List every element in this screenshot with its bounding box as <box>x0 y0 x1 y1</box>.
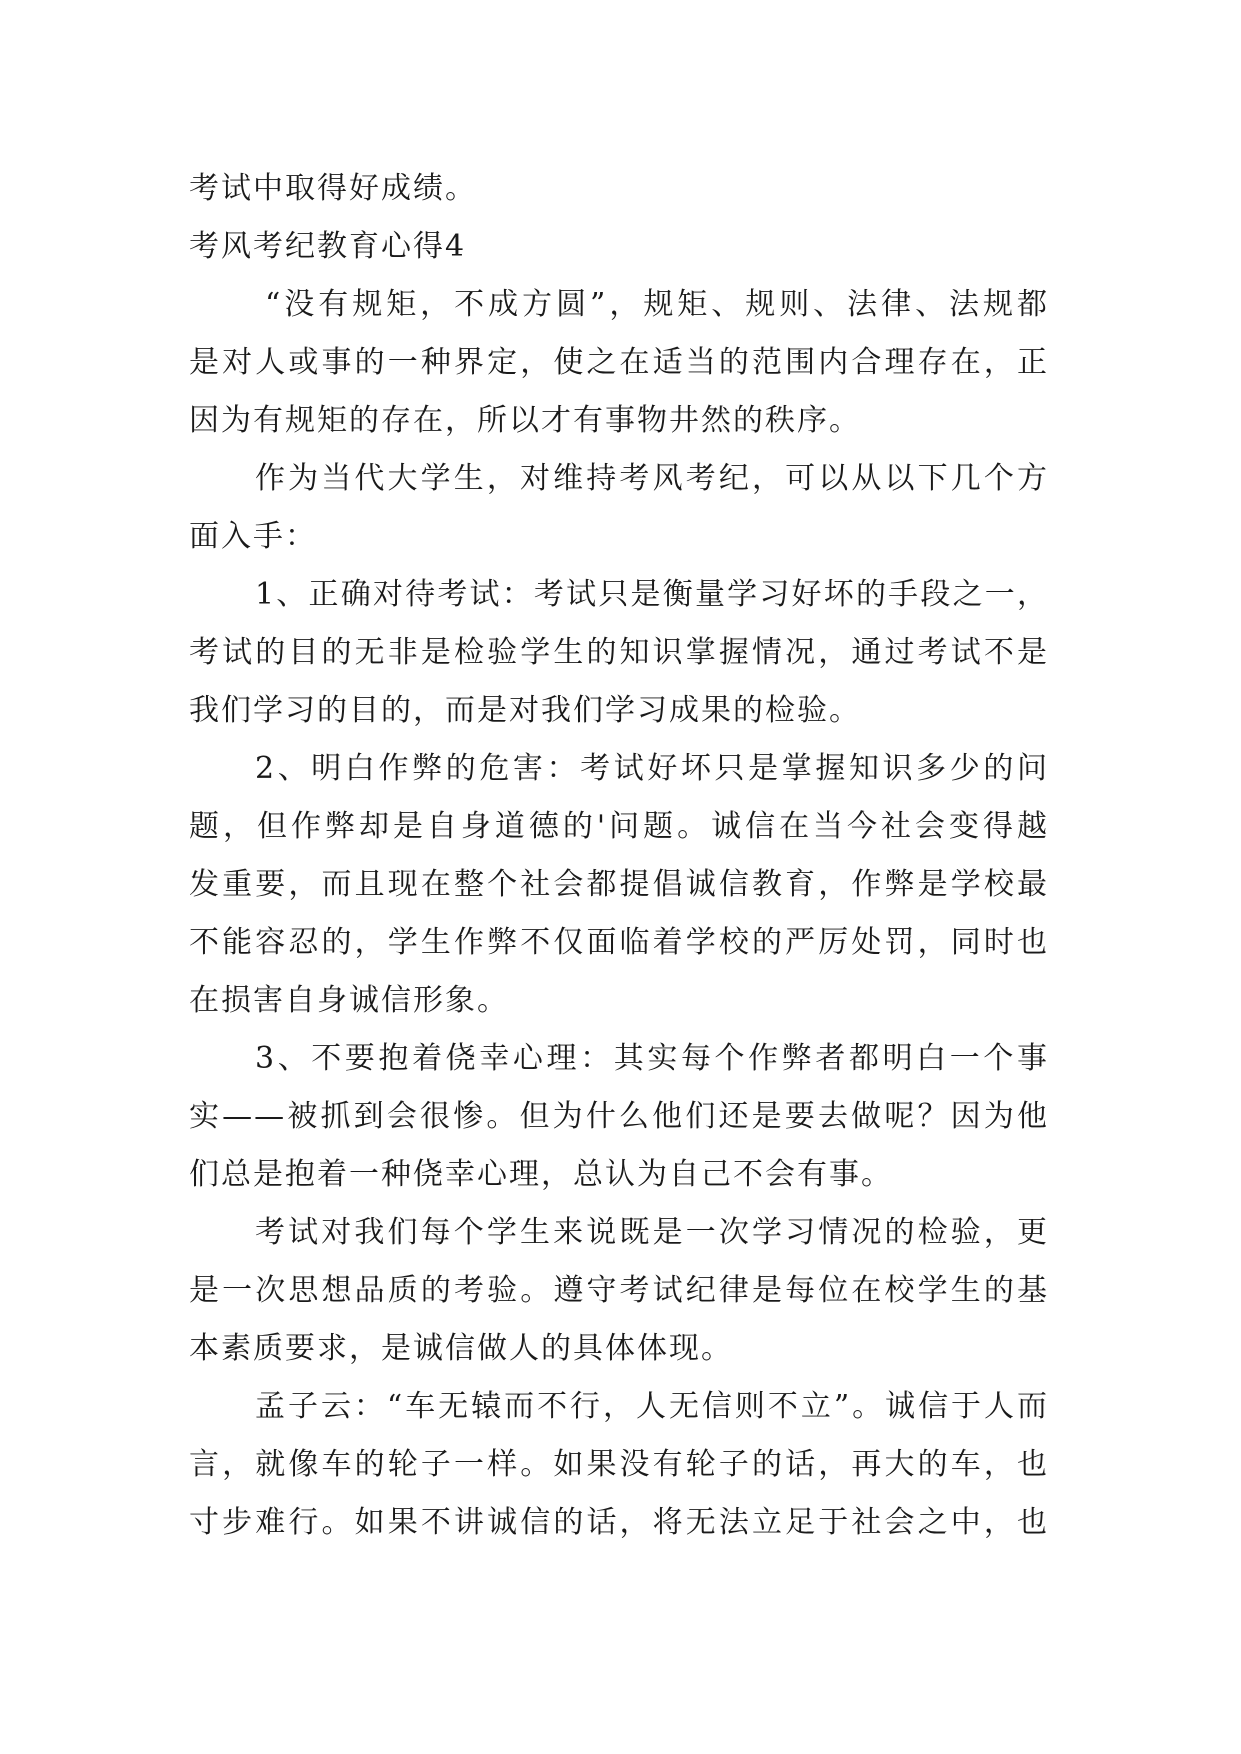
text-line: 是对人或事的一种界定，使之在适当的范围内合理存在，正 <box>189 345 1049 380</box>
text-line: 寸步难行。如果不讲诚信的话，将无法立足于社会之中，也 <box>189 1505 1049 1540</box>
text-line: 作为当代大学生，对维持考风考纪，可以从以下几个方 <box>255 461 1049 496</box>
text-line: 2、明白作弊的危害：考试好坏只是掌握知识多少的问 <box>255 751 1049 786</box>
text-line: 们总是抱着一种侥幸心理，总认为自己不会有事。 <box>189 1157 893 1192</box>
text-line: 题，但作弊却是自身道德的'问题。诚信在当今社会变得越 <box>189 809 1049 844</box>
text-line: “没有规矩，不成方圆”，规矩、规则、法律、法规都 <box>265 287 1049 322</box>
text-line: 因为有规矩的存在，所以才有事物井然的秩序。 <box>189 403 861 438</box>
text-line: 本素质要求，是诚信做人的具体体现。 <box>189 1331 733 1366</box>
section-heading: 考风考纪教育心得4 <box>189 229 467 264</box>
text-line: 言，就像车的轮子一样。如果没有轮子的话，再大的车，也 <box>189 1447 1049 1482</box>
text-line: 1、正确对待考试：考试只是衡量学习好坏的手段之一， <box>255 577 1049 612</box>
text-line: 面入手： <box>189 519 317 554</box>
text-line: 孟子云：“车无辕而不行，人无信则不立”。诚信于人而 <box>255 1389 1049 1424</box>
text-line: 我们学习的目的，而是对我们学习成果的检验。 <box>189 693 861 728</box>
text-line: 不能容忍的，学生作弊不仅面临着学校的严厉处罚，同时也 <box>189 925 1049 960</box>
document-body <box>189 160 1049 1552</box>
text-line: 实——被抓到会很惨。但为什么他们还是要去做呢？因为他 <box>189 1099 1049 1134</box>
text-line: 在损害自身诚信形象。 <box>189 983 509 1018</box>
text-line: 考试对我们每个学生来说既是一次学习情况的检验，更 <box>255 1215 1049 1250</box>
text-line: 发重要，而且现在整个社会都提倡诚信教育，作弊是学校最 <box>189 867 1049 902</box>
text-line: 考试中取得好成绩。 <box>189 171 477 206</box>
text-line: 是一次思想品质的考验。遵守考试纪律是每位在校学生的基 <box>189 1273 1049 1308</box>
text-line: 3、不要抱着侥幸心理：其实每个作弊者都明白一个事 <box>255 1041 1049 1076</box>
text-line: 考试的目的无非是检验学生的知识掌握情况，通过考试不是 <box>189 635 1049 670</box>
